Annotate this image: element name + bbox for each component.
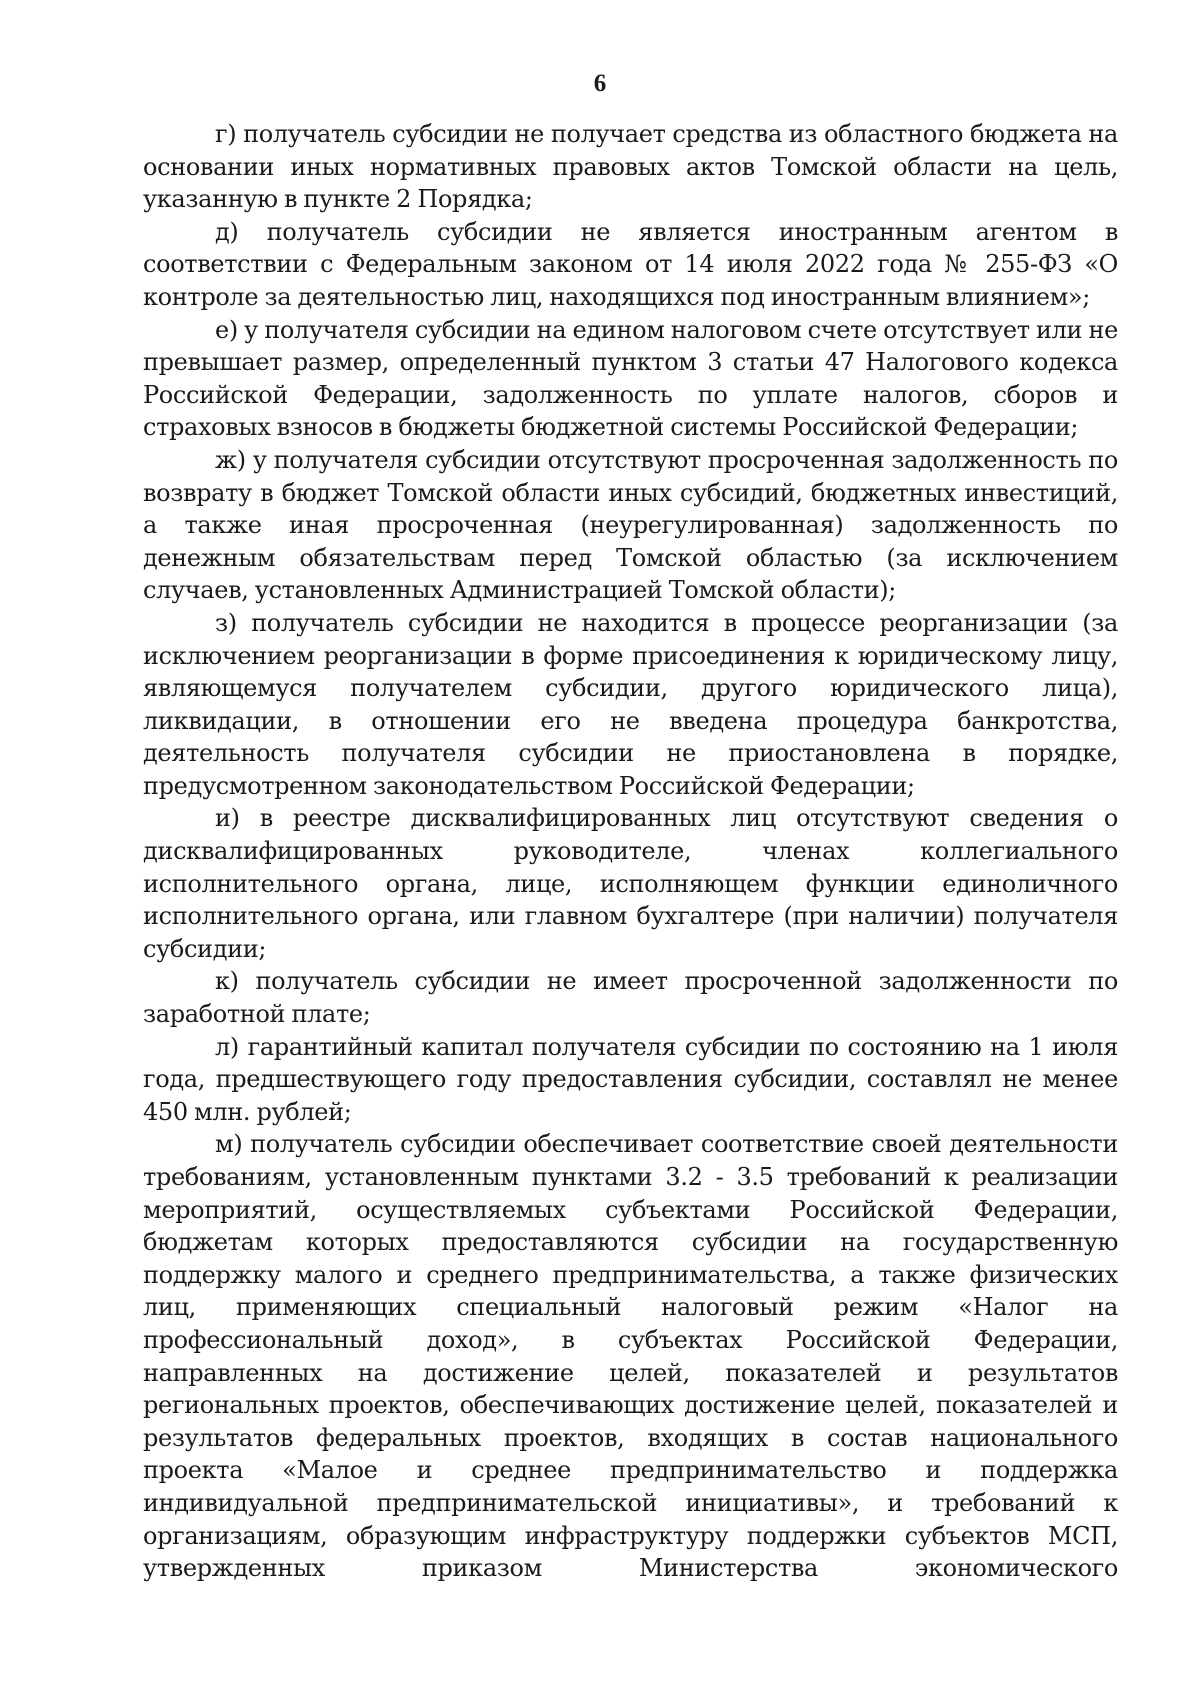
paragraph-k: к) получатель субсидии не имеет просроченной задолженности по заработной плате; [143, 967, 1118, 1029]
paragraph-z: з) получатель субсидии не находится в процессе реорганизации (за исключением реорганизации в форме присоединения к юридическому лицу, являющемуся получателем субсидии, другого юридического лица), ликвидации, в отношении его не введена процедура банкротства, деятельность получателя субсидии не приостановлена в порядке, предусмотренном законодательством Российской Федерации; [143, 608, 1118, 800]
paragraph-g: г) получатель субсидии не получает средства из областного бюджета на основании иных нормативных правовых актов Томской области на цель, указанную в пункте 2 Порядка; [143, 120, 1118, 214]
paragraph-zh: ж) у получателя субсидии отсутствуют просроченная задолженность по возврату в бюджет Томской области иных субсидий, бюджетных инвестиций, а также иная просроченная (неурегулированная) задолженность по денежным обязательствам перед Томской областью (за исключением случаев, установленных Администрацией Томской области); [143, 445, 1118, 605]
document-body [143, 118, 1118, 1585]
paragraph-e: е) у получателя субсидии на едином налоговом счете отсутствует или не превышает размер, определенный пунктом 3 статьи 47 Налогового кодекса Российской Федерации, задолженность по уплате налогов, сборов и страховых взносов в бюджеты бюджетной системы Российской Федерации; [143, 315, 1118, 442]
page-number: 6 [593, 70, 607, 97]
paragraph-d: д) получатель субсидии не является иностранным агентом в соответствии с Федеральным законом от 14 июля 2022 года № 255-ФЗ «О контроле за деятельностью лиц, находящихся под иностранным влиянием»; [143, 217, 1118, 311]
paragraph-m: м) получатель субсидии обеспечивает соответствие своей деятельности требованиям, установленным пунктами 3.2 - 3.5 требований к реализации мероприятий, осуществляемых субъектами Российской Федерации, бюджетам которых предоставляются субсидии на государственную поддержку малого и среднего предпринимательства, а также физических лиц, применяющих специальный налоговый режим «Налог на профессиональный доход», в субъектах Российской Федерации, направленных на достижение целей, показателей и результатов региональных проектов, обеспечивающих достижение целей, показателей и результатов федеральных проектов, входящих в состав национального проекта «Малое и среднее предпринимательство и поддержка индивидуальной предпринимательской инициативы», и требований к организациям, образующим инфраструктуру поддержки субъектов МСП, утвержденных приказом Министерства экономического [143, 1130, 1118, 1583]
paragraph-l: л) гарантийный капитал получателя субсидии по состоянию на 1 июля года, предшествующего году предоставления субсидии, составлял не менее 450 млн. рублей; [143, 1032, 1118, 1126]
paragraph-i: и) в реестре дисквалифицированных лиц отсутствуют сведения о дисквалифицированных руководителе, членах коллегиального исполнительного органа, лице, исполняющем функции единоличного исполнительного органа, или главном бухгалтере (при наличии) получателя субсидии; [143, 804, 1118, 963]
